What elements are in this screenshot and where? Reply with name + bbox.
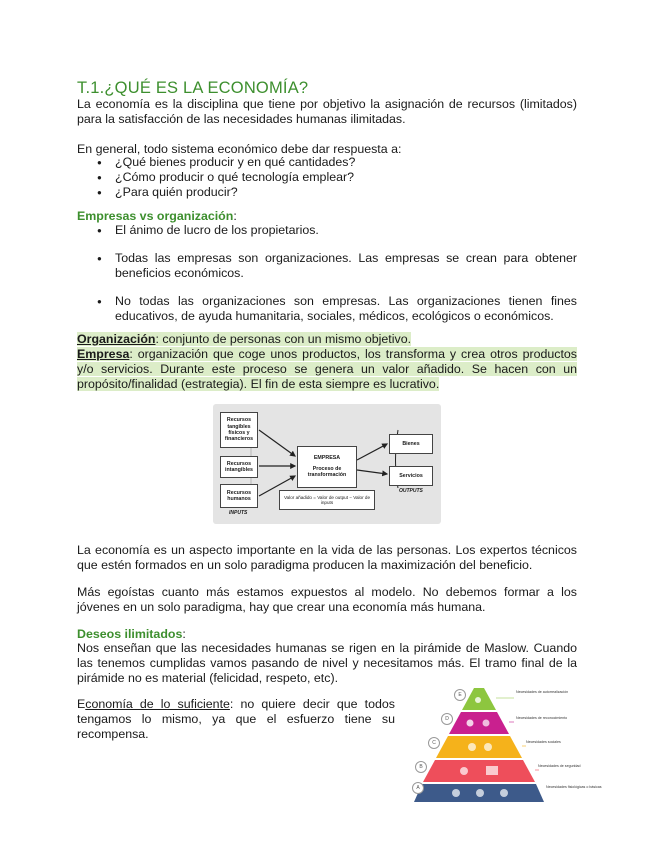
list-item: ● ¿Qué bienes producir y en qué cantidades? (77, 155, 577, 170)
output-box-servicios: Servicios (389, 466, 433, 486)
pyramid-label-c: Necesidades sociales (526, 740, 561, 744)
inputs-label: INPUTS (229, 510, 248, 516)
input-box-tangibles: Recursos tangibles físicos y financieros (220, 412, 258, 448)
input-box-intangibles: Recursos intangibles (220, 456, 258, 478)
pyramid-letter-e: E (454, 689, 466, 701)
maslow-pyramid (414, 686, 610, 804)
section-heading-empresas: Empresas vs organización: (77, 209, 237, 223)
pyramid-level-d (449, 712, 509, 734)
definition-term-organizacion: Organización (77, 332, 156, 346)
pyramid-label-a: Necesidades fisiológicas o básicas (546, 785, 602, 789)
pyramid-level-c (436, 736, 522, 758)
page-title: T.1.¿QUÉ ES LA ECONOMÍA? (77, 79, 309, 97)
empresa-box (297, 446, 357, 488)
definition-term-empresa: Empresa (77, 347, 130, 361)
pyramid-label-e: Necesidades de autorrealización (516, 690, 569, 694)
outputs-label: OUTPUTS (399, 488, 423, 494)
suficiente-term: conomía de lo suficiente (85, 697, 230, 711)
pyramid-letter-a: A (412, 782, 424, 794)
list-item: ● No todas las organizaciones son empresas. Las organizaciones tienen fines educativos, de ayuda humanitaria, sociales, médicos, ecológicos o económicos. (77, 294, 577, 324)
suficiente-text: : no quiere decir que todos tengamos lo mismo, ya que el esfuerzo tiene su recompensa. (77, 697, 395, 741)
pyramid-label-d: Necesidades de reconocimiento (516, 716, 568, 720)
pyramid-letter-c: C (428, 737, 440, 749)
definition-text-empresa: : organización que coge unos productos, los transforma y crea otros productos y/o servicios. Durante este proceso se genera un valor añadido. Se hacen con un propósito/finalidad (estrategia). El fin de esta siempre es lucrativo. (77, 347, 577, 391)
list-item: ● ¿Cómo producir o qué tecnología emplear? (77, 170, 577, 185)
paragraph-egoistas: Más egoístas cuanto más estamos expuestos al modelo. No debemos formar a los jóvenes en un solo paradigma, hay que crear una economía más humana. (77, 585, 577, 614)
definitions (77, 332, 577, 392)
deseos-paragraph: Nos enseñan que las necesidades humanas se rigen en la pirámide de Maslow. Cuando las tenemos cumplidas vamos pasando de nivel y necesitamos más. El tramo final de la pirámide no es material (felicidad, respeto, etc). (77, 641, 577, 685)
empresas-list (77, 223, 577, 324)
proceso-label: Proceso de transformación (307, 465, 347, 479)
empresa-diagram (213, 404, 441, 524)
input-box-humanos: Recursos humanos (220, 484, 258, 508)
list-item: ● El ánimo de lucro de los propietarios. (77, 223, 577, 238)
intro-paragraph: La economía es la disciplina que tiene por objetivo la asignación de recursos (limitados) para la satisfacción de las necesidades humanas ilimitadas. (77, 97, 577, 126)
output-box-bienes: Bienes (389, 434, 433, 454)
pyramid-letter-d: D (441, 713, 453, 725)
questions-intro: En general, todo sistema económico debe dar respuesta a: (77, 142, 402, 156)
paragraph-expertos: La economía es un aspecto importante en la vida de las personas. Los expertos técnicos que estén formados en un solo paradigma producen la maximización del beneficio. (77, 543, 577, 572)
suficiente-paragraph (77, 697, 395, 742)
definition-text-organizacion: : conjunto de personas con un mismo objetivo. (155, 332, 412, 346)
list-item: ● ¿Para quién producir? (77, 185, 577, 200)
empresa-label: EMPRESA (313, 455, 341, 462)
questions-list (77, 155, 577, 200)
pyramid-label-b: Necesidades de seguridad (538, 764, 581, 768)
section-heading-deseos: Deseos ilimitados: (77, 627, 186, 641)
valor-anadido-box: Valor añadido = Valor de output − Valor de inputs (279, 490, 375, 510)
suficiente-initial: E (77, 697, 86, 711)
pyramid-level-b (423, 760, 535, 782)
pyramid-letter-b: B (415, 761, 427, 773)
list-item: ● Todas las empresas son organizaciones. Las empresas se crean para obtener beneficios económicos. (77, 251, 577, 281)
